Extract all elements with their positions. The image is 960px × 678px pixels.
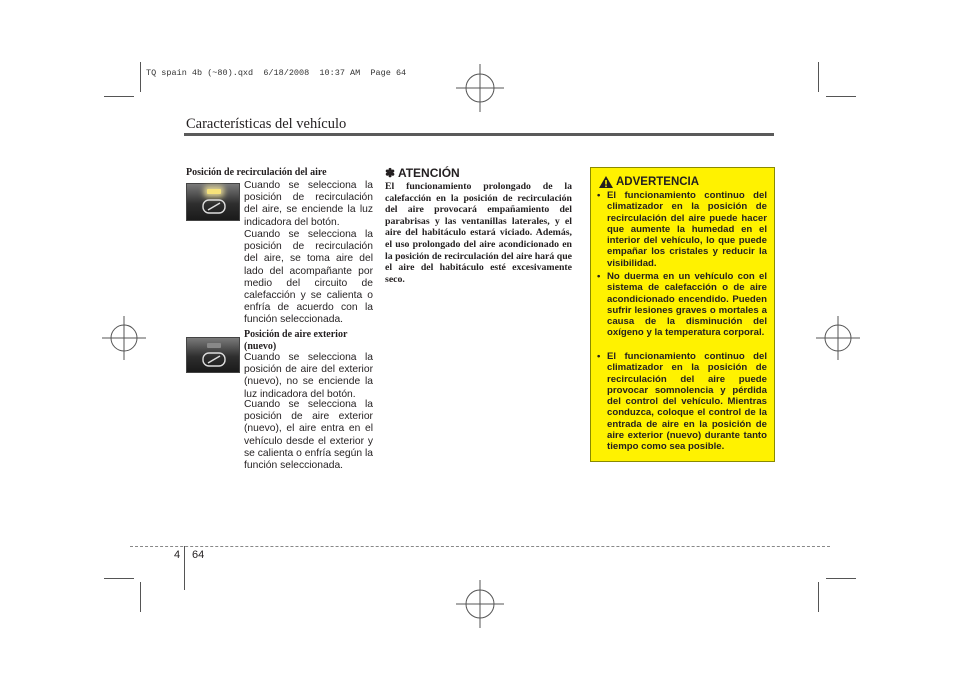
attention-title: ✽ ATENCIÓN [385, 166, 460, 180]
registration-mark-right [812, 308, 862, 368]
warning-title: ADVERTENCIA [616, 176, 700, 188]
recirculation-button-image [186, 183, 240, 221]
bullet: • [597, 271, 601, 282]
warning-item [597, 271, 767, 339]
outside-air-icon [187, 338, 241, 374]
registration-mark-bottom [450, 574, 510, 634]
outside-air-button-image [186, 337, 240, 373]
warning-item-text: El funcionamiento continuo del climatizador en la posición de recirculación del aire puede hacer que aumente la humedad en el interior del vehículo, lo que puede empañar los cristales y reducir la visibilidad. [607, 190, 767, 269]
warning-item-text: No duerma en un vehículo con el sistema de calefacción o de aire acondicionado encendido. Pueden sufrir lesiones graves o mortales a causa de la disminución del oxígeno y la temperatura corporal. [607, 271, 767, 339]
section-title: Características del vehículo [186, 116, 347, 132]
registration-mark-top [450, 62, 510, 122]
attention-text: El funcionamiento prolongado de la calefacción en la posición de recirculación del aire provocará empañamiento del parabrisas y las ventanillas laterales, y el aire del habitáculo estará viciado. Además, el uso prolongado del aire acondicionado en la posición de recirculación del aire hará que el aire del habitáculo esté excesivamente seco. [385, 181, 572, 285]
print-slug: TQ spain 4b (~80).qxd 6/18/2008 10:37 AM Page 64 [146, 68, 407, 78]
recirc-heading: Posición de recirculación del aire [186, 167, 327, 178]
bullet: • [597, 351, 601, 362]
page-number: 64 [192, 549, 205, 561]
chapter-number: 4 [174, 549, 181, 561]
recirc-paragraph-2: Cuando se selecciona la posición de recirculación del aire, se toma aire del lado del acompañante por medio del circuito de calefacción y se calienta o enfría de acuerdo con la función seleccionada. [244, 229, 373, 326]
warning-box [590, 167, 775, 462]
warning-item [597, 351, 767, 453]
title-rule [184, 133, 774, 136]
outside-heading: Posición de aire exterior (nuevo) [244, 329, 348, 352]
registration-mark-left [100, 308, 150, 368]
recirculation-icon [187, 184, 241, 222]
recirc-paragraph-1: Cuando se selecciona la posición de recirculación del aire, se enciende la luz indicadora del botón. [244, 180, 373, 228]
warning-item-text: El funcionamiento continuo del climatizador en la posición de recirculación del aire puede provocar somnolencia y pérdida del control del vehículo. Mientras conduzca, coloque el control de la entrada de aire en la posición de aire exterior (nuevo) durante tanto tiempo como sea posible. [607, 351, 767, 453]
warning-triangle-icon [598, 175, 614, 189]
bullet: • [597, 190, 601, 201]
outside-paragraph-1: Cuando se selecciona la posición de aire del exterior (nuevo), no se enciende la luz indicadora del botón. [244, 352, 373, 400]
footer-rule [130, 546, 830, 547]
warning-item [597, 190, 767, 269]
outside-paragraph-2: Cuando se selecciona la posición de aire exterior (nuevo), el aire entra en el vehículo desde el exterior y se calienta o enfría según la función seleccionada. [244, 399, 373, 472]
page-number-divider [184, 546, 185, 590]
